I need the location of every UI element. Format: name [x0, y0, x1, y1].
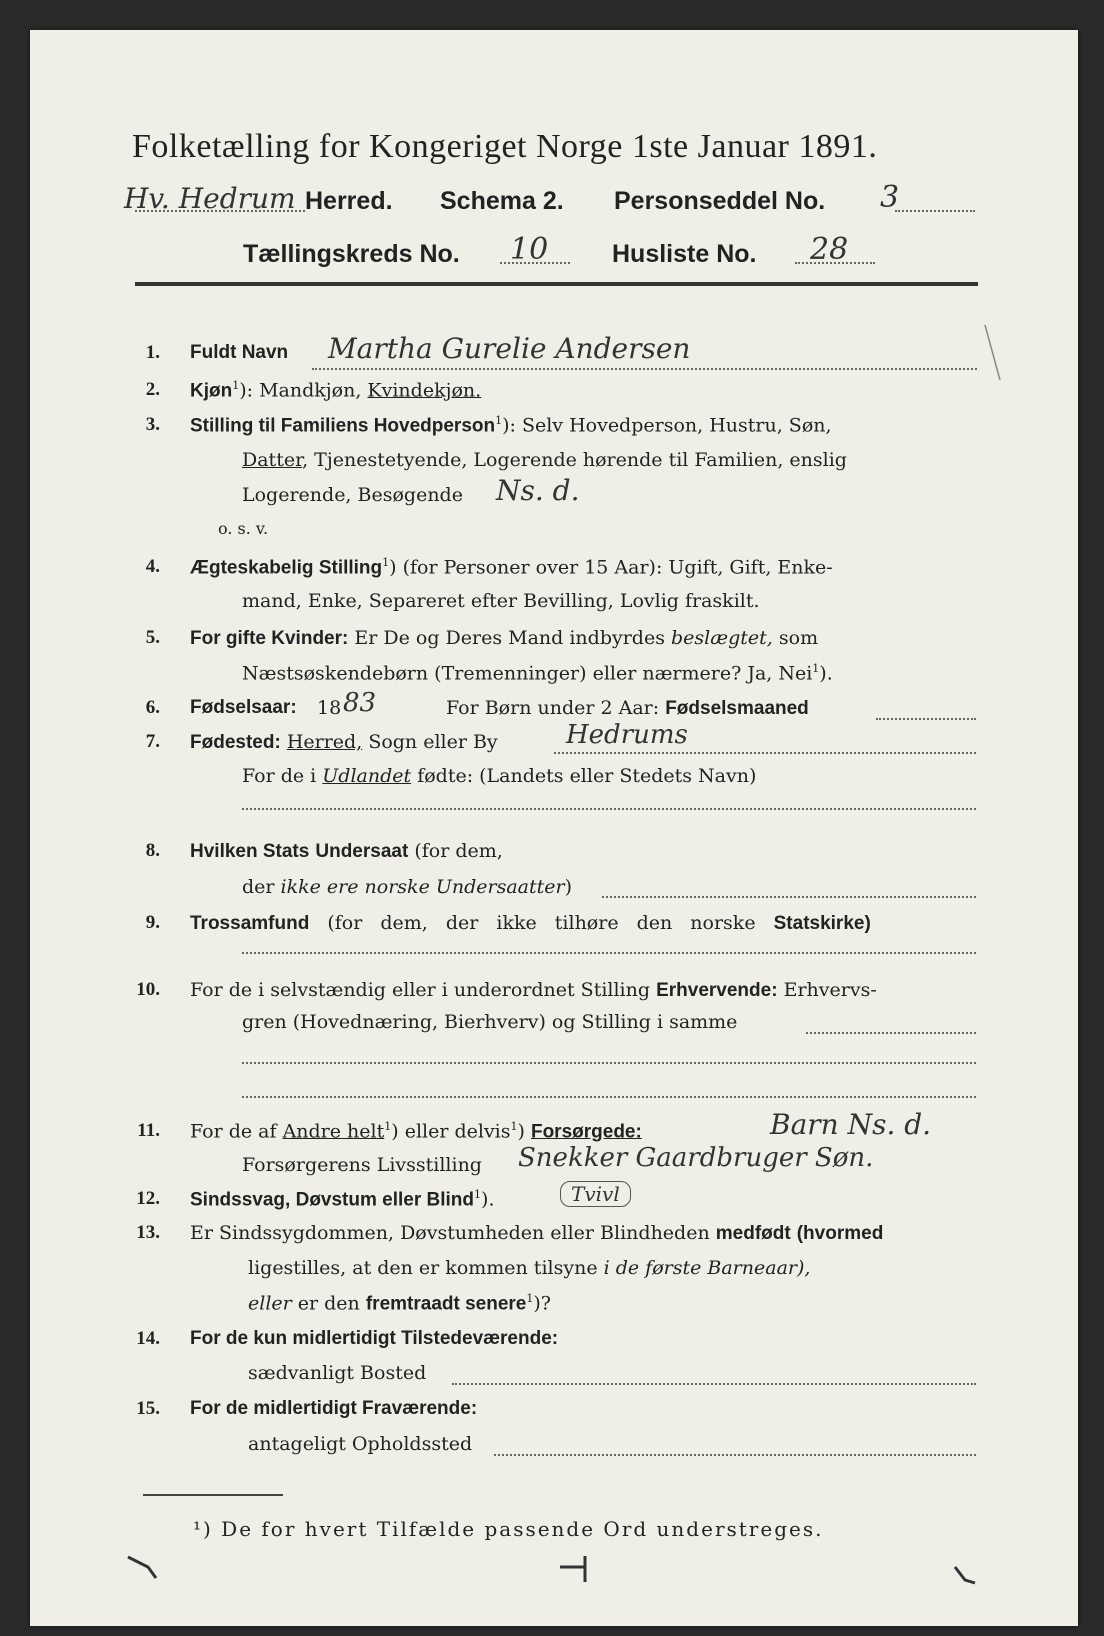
q4-line1: Ægteskabelig Stilling$^1$) (for Personer over 15 Aar): Ugift, Gift, Enke- [190, 556, 833, 579]
q11-line2: Forsørgerens Livsstilling [242, 1154, 482, 1176]
margin-mark [985, 325, 1000, 380]
q3-line3: Logerende, Besøgende [242, 484, 463, 506]
q3-line1-text: ): Selv Hovedperson, Hustru, Søn, [502, 414, 832, 437]
herred-label: Herred. [305, 187, 393, 215]
q15-label: For de midlertidigt Fraværende: [190, 1398, 478, 1419]
q13-end: (hvormed [796, 1223, 884, 1244]
footnote: ¹) De for hvert Tilfælde passende Ord understreges. [193, 1517, 824, 1541]
q3-line4: o. s. v. [218, 519, 269, 538]
q8-label2: Undersaat [315, 841, 409, 862]
q10-label: Erhvervende: [656, 980, 778, 1001]
q5-number: 5. [145, 627, 160, 648]
q2-sup: 1 [232, 379, 240, 392]
q11-handwritten-1: Barn Ns. d. [770, 1108, 932, 1141]
q10-line2: gren (Hovednæring, Bierhverv) og Stilling i samme [242, 1011, 738, 1033]
q10-text1: For de i selvstændig eller i underordnet Stilling [190, 979, 651, 1001]
q4-line2: mand, Enke, Separeret efter Bevilling, Lovlig fraskilt. [242, 590, 760, 612]
registration-mark-center [560, 1556, 585, 1582]
q8-label: Hvilken Stats [190, 841, 310, 862]
husliste-label: Husliste No. [612, 240, 757, 268]
q13-text1: Er Sindssygdommen, Døvstumheden eller Blindheden [190, 1222, 710, 1244]
q3-line2-text: , Tjenestetyende, Logerende hørende til Familien, enslig [302, 449, 847, 471]
form-title: Folketælling for Kongeriget Norge 1ste Januar 1891. [132, 128, 878, 165]
q11-andre-helt-underlined: Andre helt [282, 1120, 385, 1143]
q5-line2-text: Næstsøskendebørn (Tremenninger) eller nærmere? Ja, Nei [242, 662, 813, 685]
husliste-value: 28 [810, 232, 849, 267]
q2-label: Kjøn [190, 380, 233, 402]
q1-label: Fuldt Navn [190, 342, 289, 363]
personseddel-value: 3 [880, 180, 900, 215]
q15-number: 15. [136, 1398, 160, 1419]
q7-number: 7. [145, 731, 160, 752]
q4-label: Ægteskabelig Stilling [190, 557, 383, 579]
q8-line2: der ikke ere norske Undersaatter) [242, 876, 573, 898]
q12-label: Sindssvag, Døvstum eller Blind [190, 1189, 475, 1211]
q2-text: ): Mandkjøn, [239, 379, 362, 402]
q13-label: medfødt [715, 1223, 791, 1244]
q3-handwritten: Ns. d. [496, 474, 580, 507]
q6-text-span: For Børn under 2 Aar: [446, 697, 660, 719]
q3-datter-underlined: Datter [242, 449, 303, 471]
q4-line1-text: ) (for Personer over 15 Aar): Ugift, Gift, Enke- [389, 556, 833, 579]
q5-line1-end: som [778, 627, 819, 649]
q4-number: 4. [145, 556, 160, 577]
q13-number: 13. [136, 1222, 160, 1243]
q9-number: 9. [145, 912, 160, 933]
q6-label: Fødselsaar: [190, 697, 297, 718]
q5-line2: Næstsøskendebørn (Tremenninger) eller nærmere? Ja, Nei$^1$). [242, 662, 833, 685]
q11-label: Forsørgede: [530, 1121, 642, 1143]
q5-emphasis: beslægtet, [671, 627, 773, 649]
q3-number: 3. [145, 414, 160, 435]
q8-line2a: der [242, 876, 275, 898]
personseddel-label: Personseddel No. [614, 187, 826, 215]
q7-line2b: fødte: (Landets eller Stedets Navn) [417, 765, 757, 787]
q6-label2: Fødselsmaaned [665, 698, 809, 719]
q5-label: For gifte Kvinder: [190, 628, 349, 649]
q12-number: 12. [136, 1188, 160, 1209]
q11-text2: ) eller delvis [391, 1120, 511, 1143]
q7-herred-underlined: Herred, [286, 731, 363, 753]
q10-end: Erhvervs- [783, 979, 877, 1001]
q10-number: 10. [136, 979, 160, 1000]
kreds-label: Tællingskreds No. [243, 240, 460, 268]
q2-kvindekjon-underlined: Kvindekjøn. [367, 379, 482, 402]
q7-line2a: For de i [242, 765, 317, 787]
schema-label: Schema 2. [440, 187, 564, 215]
q7-place-handwritten: Hedrums [566, 720, 688, 750]
q13-label3: fremtraadt senere [365, 1293, 527, 1315]
herred-handwritten: Hv. Hedrum [124, 182, 296, 215]
q9-label: Trossamfund [190, 913, 310, 934]
q8-emphasis: ikke ere norske Undersaatter [280, 876, 565, 898]
q7-udlandet: Udlandet [322, 765, 412, 787]
q13-line3: eller er den fremtraadt senere$^1$)? [248, 1292, 551, 1315]
q1-name-handwritten: Martha Gurelie Andersen [328, 332, 691, 365]
q3-line1: Stilling til Familiens Hovedperson$^1$): Selv Hovedperson, Hustru, Søn, [190, 414, 832, 437]
registration-mark-left [128, 1557, 156, 1578]
q6-year-handwritten: 83 [343, 688, 377, 718]
q14-line2: sædvanligt Bosted [248, 1362, 427, 1384]
q13-line3c: )? [533, 1292, 551, 1315]
q9-text: (for dem, der ikke tilhøre den norske [327, 912, 756, 934]
q3-label: Stilling til Familiens Hovedperson [190, 415, 496, 437]
q15-line2: antageligt Opholdssted [248, 1433, 473, 1455]
q11-handwritten-2: Snekker Gaardbruger Søn. [518, 1143, 874, 1173]
q5-line1-text: Er De og Deres Mand indbyrdes [354, 627, 665, 649]
registration-mark-right [955, 1567, 975, 1583]
q7-label: Fødested: [190, 732, 281, 753]
q9-end: Statskirke) [773, 913, 871, 934]
q13-line3a: eller [248, 1292, 292, 1315]
kreds-value: 10 [510, 232, 549, 267]
q6-number: 6. [145, 697, 160, 718]
q14-number: 14. [136, 1328, 160, 1349]
q11-text1: For de af [190, 1120, 277, 1143]
q14-label: For de kun midlertidigt Tilstedeværende: [190, 1328, 559, 1349]
q13-emphasis: i de første Barneaar), [603, 1257, 811, 1279]
q11-number: 11. [137, 1120, 160, 1141]
q1-number: 1. [145, 342, 160, 363]
q11-line1: For de af Andre helt$^1$) eller delvis$^1$) Forsørgede: [190, 1120, 642, 1143]
q13-line3b: er den [297, 1292, 360, 1315]
q8-number: 8. [145, 840, 160, 861]
q13-line2a: ligestilles, at den er kommen tilsyne [248, 1257, 598, 1279]
q7-text: Sogn eller By [368, 731, 498, 753]
q8-text: (for dem, [414, 840, 503, 862]
q2-number: 2. [145, 379, 160, 400]
q12-handwritten: Tvivl [560, 1181, 631, 1207]
q6-prefix: 18 [317, 697, 342, 719]
q12-line1: Sindssvag, Døvstum eller Blind$^1$). [190, 1188, 495, 1211]
